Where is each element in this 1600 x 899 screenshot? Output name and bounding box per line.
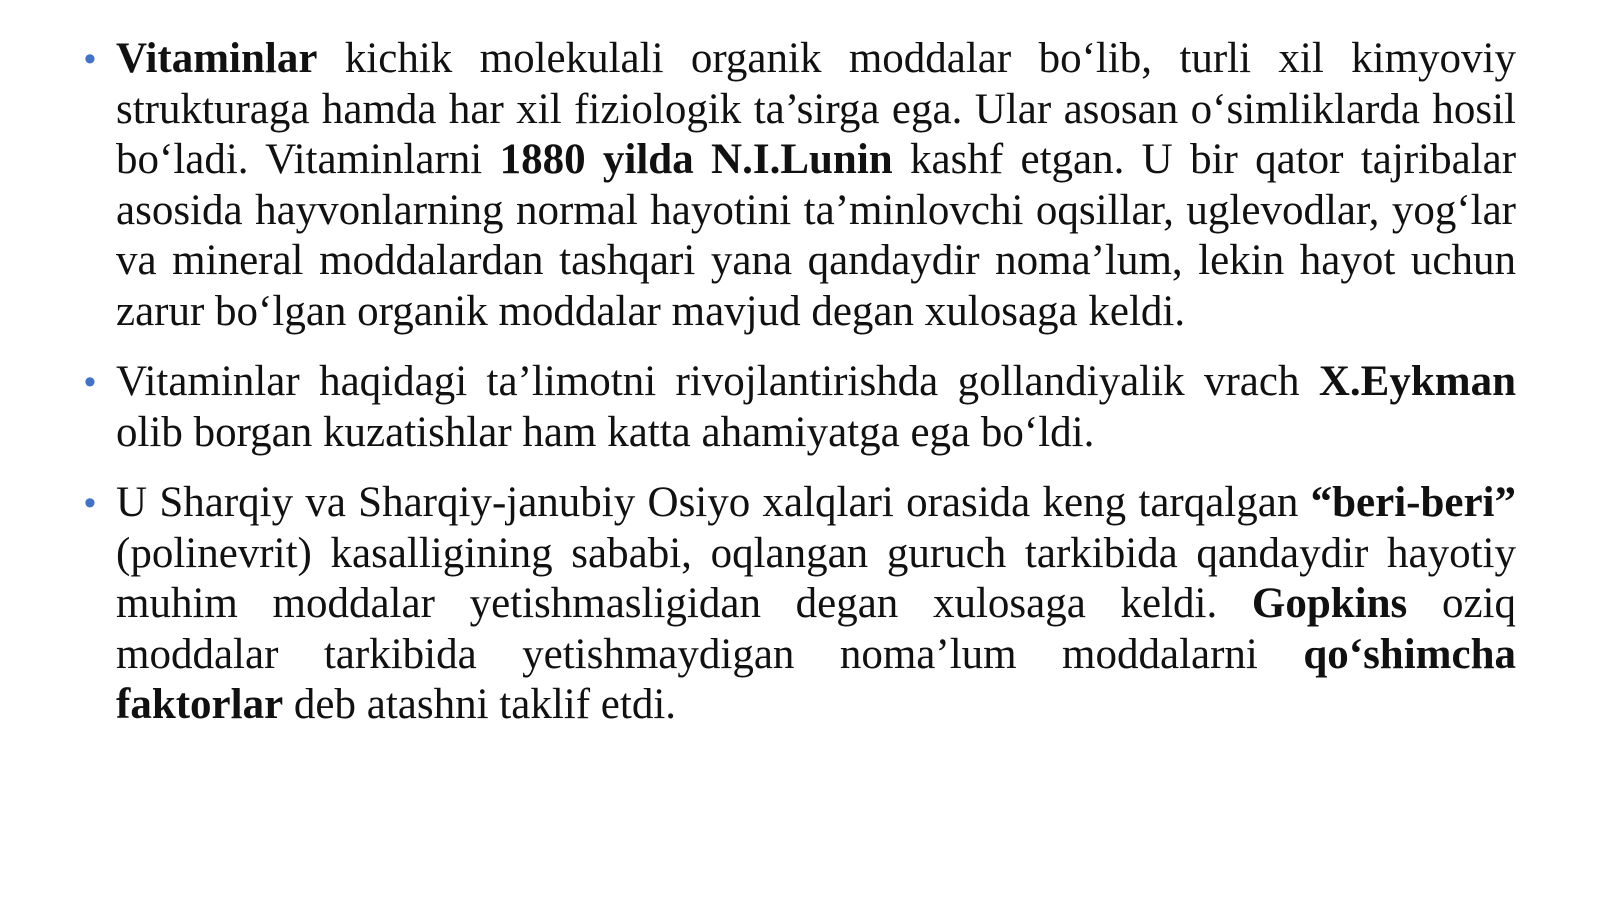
bold-term: “beri-beri” bbox=[1310, 479, 1516, 526]
paragraph-text: deb atashni taklif etdi. bbox=[283, 681, 677, 728]
paragraph-text: olib borgan kuzatishlar ham katta ahamiyatga ega bo‘ldi. bbox=[116, 408, 1095, 456]
paragraph-text: oziq moddalar tarkibida yetishmaydigan noma’lum moddalarni bbox=[116, 580, 1516, 678]
bullet-item-3 bbox=[84, 478, 1516, 731]
bullet-dot-icon: • bbox=[84, 484, 96, 522]
bold-term: qo‘shimcha faktorlar bbox=[116, 630, 1516, 728]
bullet-item-1 bbox=[84, 34, 1516, 337]
paragraph-text: kichik molekulali organik moddalar bo‘lib, turli xil kimyoviy strukturaga hamda har xil fiziologik ta’sirga ega. Ular asosan o‘simliklarda hosil bo‘ladi. Vitaminlarni bbox=[116, 35, 1516, 183]
bullet-item-2 bbox=[84, 357, 1516, 458]
bold-term: Gopkins bbox=[1251, 580, 1408, 627]
bold-term: Vitaminlar bbox=[116, 35, 318, 82]
bold-term: 1880 yilda N.I.Lunin bbox=[499, 136, 893, 183]
bullet-dot-icon: • bbox=[84, 363, 96, 401]
bullet-list bbox=[84, 34, 1516, 751]
bullet-dot-icon: • bbox=[84, 40, 96, 78]
paragraph-text: Vitaminlar haqidagi ta’limotni rivojlantirishda gollandiyalik vrach bbox=[116, 358, 1319, 405]
bold-term: X.Eykman bbox=[1318, 358, 1516, 405]
paragraph-text: kashf etgan. U bir qator tajribalar asosida hayvonlarning normal hayotini ta’minlovchi oqsillar, uglevodlar, yog‘lar va mineral moddalardan tashqari yana qandaydir noma’lum, lekin hayot uchun zarur bo‘lgan organik moddalar mavjud degan xulosaga keldi. bbox=[116, 136, 1517, 335]
paragraph-text: (polinevrit) kasalligining sababi, oqlangan guruch tarkibida qandaydir hayotiy muhim moddalar yetishmasligidan degan xulosaga keldi. bbox=[116, 529, 1516, 627]
paragraph-text: U Sharqiy va Sharqiy-janubiy Osiyo xalqlari orasida keng tarqalgan bbox=[116, 479, 1311, 526]
